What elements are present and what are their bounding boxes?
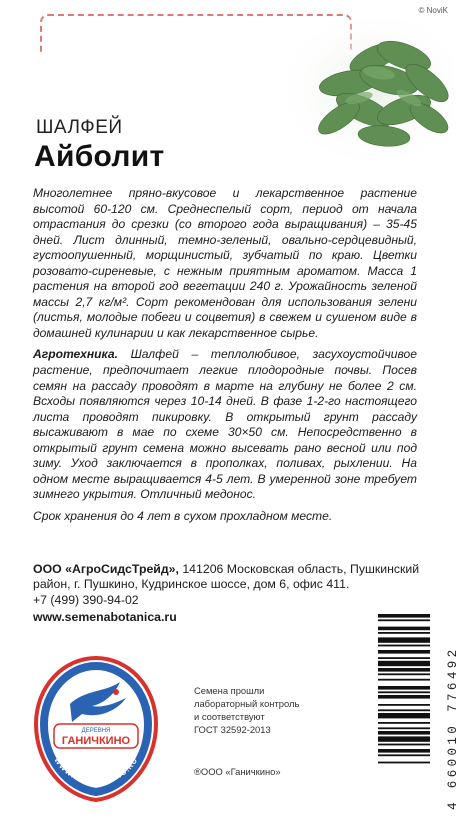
logo-village-top: ДЕРЕВНЯ — [81, 728, 111, 734]
barcode-digits: 4 660010 776492 — [446, 646, 460, 810]
variety-name: Айболит — [34, 140, 165, 173]
barcode-bar — [378, 691, 430, 693]
barcode-bar — [378, 619, 430, 621]
barcode-bar — [378, 679, 430, 681]
barcode-bar — [378, 645, 430, 647]
ean-barcode — [378, 612, 438, 812]
cert-line-3: и соответствуют — [194, 711, 265, 722]
cert-line-1: Семена прошли — [194, 685, 265, 696]
barcode-digits-wrap — [432, 600, 460, 810]
barcode-bar — [378, 736, 430, 741]
firm-address: 141206 Московская область, Пушкинский район, г. Пушкино, Кудринское шоссе, дом 6, офис 411. — [33, 562, 420, 592]
barcode-bar — [378, 632, 430, 634]
barcode-bar — [378, 744, 430, 746]
barcode-bar — [378, 637, 430, 642]
barcode-bar — [378, 657, 430, 659]
cert-line-4: ГОСТ 32592-2013 — [194, 724, 271, 735]
certification-note — [194, 684, 299, 736]
barcode-bar — [378, 709, 430, 711]
ganichkino-logo — [28, 652, 164, 804]
agrotech-text: Шалфей – теплолюбивое, засухоустойчивое растение, предпочитает легкие плодородные почвы. Посев семян на рассаду проводят в марте на глубину не более 2 см. Всходы появляются через 10-14 дней. В фазе 1-2-го настоящего листа проводят пикировку. В открытый грунт рассаду высаживают в мае по схеме 30×50 см. Непосредственно в открытый грунт семена можно высевать рано весной или под зиму. Уход заключается в прополках, поливах, рыхлении. На одном месте выращивается 4-5 лет. В умеренной зоне требует зимнего укрытия. Отличный медонос. — [33, 347, 417, 502]
description-block — [33, 186, 417, 524]
storage-note: Срок хранения до 4 лет в сухом прохладном месте. — [33, 508, 333, 523]
sage-plant-photo — [279, 18, 454, 160]
barcode-bar — [378, 731, 430, 735]
barcode-bar — [378, 704, 430, 706]
barcode-bar — [378, 627, 430, 631]
agrotech-label: Агротехника. — [33, 347, 118, 362]
logo-website-arc: WWW.GANICHKINO.RU — [52, 755, 140, 787]
firm-name: ООО «АгроСидсТрейд», — [33, 562, 179, 576]
barcode-bar — [378, 722, 430, 724]
firm-phone: +7 (499) 390-94-02 — [33, 592, 139, 607]
barcode-bar — [378, 727, 430, 729]
barcode-bar — [378, 668, 430, 672]
barcode-bar — [378, 754, 430, 756]
barcode-bar — [378, 686, 430, 690]
barcode-bar — [378, 695, 430, 699]
barcode-bar — [378, 762, 430, 764]
barcode-bar — [378, 673, 430, 675]
barcode-bar — [378, 650, 430, 654]
description-paragraph: Многолетнее пряно-вкусовое и лекарственное растение высотой 60-120 см. Среднеспелый сорт, период от начала отрастания до срезки (со второго года выращивания) – 35-45 дней. Лист длинный, темно-зеленый, овально-сердцевидный, густоопушенный, морщинистый, зубчатый по краю. Цветки розовато-сиреневые, с нежным приятным ароматом. Масса 1 растения на второй год вегетации 240 г. Урожайность зеленой массы 2,7 кг/м². Сорт рекомендован для использования зелени (листья, молодые побеги и соцветия) в свежем и сушеном виде в домашней кулинарии и как лекарственное сырье. — [33, 186, 417, 340]
cert-line-2: лабораторный контроль — [194, 698, 300, 709]
firm-website: www.semenabotanica.ru — [33, 610, 177, 625]
barcode-bar — [378, 713, 430, 718]
logo-village-name: ГАНИЧКИНО — [61, 735, 131, 747]
producer-info — [33, 562, 433, 626]
agrotech-paragraph — [33, 347, 417, 502]
trademark-owner: ®ООО «Ганичкино» — [194, 766, 281, 777]
barcode-bar — [378, 749, 430, 753]
copyright-mark: © NoviK — [418, 6, 448, 15]
plant-category: ШАЛФЕЙ — [36, 117, 123, 138]
barcode-bar — [378, 614, 430, 618]
barcode-bar — [378, 661, 430, 666]
